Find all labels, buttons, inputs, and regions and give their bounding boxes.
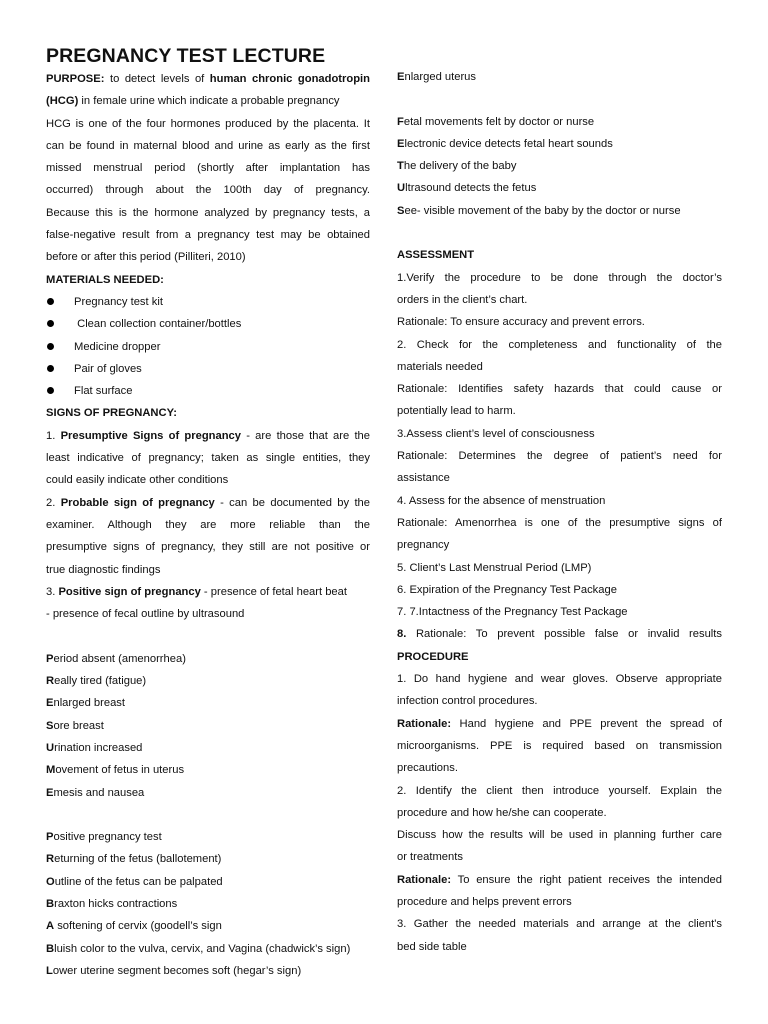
initial-letter: R xyxy=(46,853,55,866)
procedure-heading: PROCEDURE xyxy=(397,650,469,663)
initial-letter: P xyxy=(46,831,54,844)
list-item xyxy=(46,737,370,759)
list-item xyxy=(46,960,370,982)
procedure-line: 3. Gather the needed materials and arrange at the client's xyxy=(397,918,722,931)
item-number: 8. xyxy=(397,628,407,641)
initial-letter: B xyxy=(46,897,55,910)
assessment-rationale: assistance xyxy=(397,472,450,485)
initial-letter: M xyxy=(46,764,56,777)
sign-title: Presumptive Signs of pregnancy xyxy=(60,429,241,442)
assessment-rationale: Rationale: Identifies safety hazards that could cause or xyxy=(397,383,722,396)
initial-letter: P xyxy=(46,652,54,665)
sign-line: least indicative of pregnancy; taken as single entities, they xyxy=(46,452,370,465)
item-text: ltrasound detects the fetus xyxy=(405,182,537,195)
procedure-rationale xyxy=(397,869,722,891)
item-text: softening of cervix (goodell’s sign xyxy=(54,920,222,933)
list-item xyxy=(397,66,722,88)
list-item xyxy=(397,133,722,155)
list-item xyxy=(397,155,722,177)
sign-text: - are those that are the xyxy=(241,429,370,442)
spacer xyxy=(46,625,370,647)
rationale-text: To ensure the right patient receives the intended xyxy=(451,873,722,886)
assessment-line xyxy=(397,623,722,645)
item-text: ee- visible movement of the baby by the doctor or nurse xyxy=(404,204,681,217)
item-text: ositive pregnancy test xyxy=(53,831,162,844)
procedure-rationale: microorganisms. PPE is required based on transmission xyxy=(397,739,722,752)
procedure-rationale xyxy=(397,713,722,735)
initial-letter: B xyxy=(46,942,55,955)
procedure-line: infection control procedures. xyxy=(397,695,538,708)
list-item xyxy=(46,782,370,804)
spacer xyxy=(397,88,722,110)
materials-heading: MATERIALS NEEDED: xyxy=(46,273,164,286)
item-text: eriod absent (amenorrhea) xyxy=(53,652,186,665)
assessment-line: 2. Check for the completeness and functionality of the xyxy=(397,338,722,351)
purpose-line: missed menstrual period (shortly after implantation has xyxy=(46,162,370,175)
procedure-line: 1. Do hand hygiene and wear gloves. Observe appropriate xyxy=(397,673,722,686)
bullet-icon xyxy=(47,343,54,350)
list-item xyxy=(46,848,370,870)
spacer xyxy=(397,222,722,244)
list-item xyxy=(46,648,370,670)
purpose-line: occurred) through about the 100th day of pregnancy. xyxy=(46,184,370,197)
initial-letter: E xyxy=(397,137,405,150)
assessment-section xyxy=(397,267,722,646)
procedure-line: or treatments xyxy=(397,851,463,864)
initial-letter: U xyxy=(46,741,55,754)
assessment-line: materials needed xyxy=(397,360,483,373)
list-item xyxy=(46,893,370,915)
assessment-rationale: potentially lead to harm. xyxy=(397,405,516,418)
bullet-icon xyxy=(47,387,54,394)
assessment-heading: ASSESSMENT xyxy=(397,249,475,262)
list-item xyxy=(46,670,370,692)
purpose-hcg: (HCG) xyxy=(46,95,79,108)
sign-number: 3. xyxy=(46,585,59,598)
initial-letter: E xyxy=(46,697,54,710)
initial-letter: L xyxy=(46,964,53,977)
list-item xyxy=(46,715,370,737)
spacer xyxy=(46,804,370,826)
item-text: Rationale: To prevent possible false or invalid results xyxy=(406,628,722,641)
purpose-line-last: before or after this period (Pilliteri, 2010) xyxy=(46,251,246,264)
list-item xyxy=(46,380,370,402)
item-text: he delivery of the baby xyxy=(403,160,517,173)
sign-positive xyxy=(46,581,370,626)
list-item xyxy=(46,358,370,380)
item-text: raxton hicks contractions xyxy=(54,897,178,910)
item-text: ower uterine segment becomes soft (hegar’s sign) xyxy=(52,964,302,977)
purpose-section xyxy=(46,68,370,269)
item-text: etal movements felt by doctor or nurse xyxy=(403,115,595,128)
material-label: Clean collection container/bottles xyxy=(74,318,242,331)
bullet-icon xyxy=(47,365,54,372)
initial-letter: S xyxy=(397,204,405,217)
sign-probable xyxy=(46,492,370,581)
list-item xyxy=(46,871,370,893)
item-text: ovement of fetus in uterus xyxy=(55,764,185,777)
sign-line: could easily indicate other conditions xyxy=(46,474,229,487)
material-label: Medicine dropper xyxy=(74,340,161,353)
material-label: Pair of gloves xyxy=(74,362,142,375)
item-text: nlarged uterus xyxy=(404,71,476,83)
item-text: eally tired (fatigue) xyxy=(54,675,147,688)
procedure-line: procedure and how he/she can cooperate. xyxy=(397,806,607,819)
presumptive-mnemonic-list xyxy=(46,648,370,804)
procedure-line: Discuss how the results will be used in planning further care xyxy=(397,829,722,842)
rationale-text: Hand hygiene and PPE prevent the spread of xyxy=(451,717,722,730)
probable-mnemonic-list xyxy=(46,826,370,982)
item-text: lectronic device detects fetal heart sounds xyxy=(404,137,613,150)
list-item xyxy=(46,826,370,848)
sign-text: - presence of fetal heart beat xyxy=(200,585,347,598)
material-label: Flat surface xyxy=(74,385,133,398)
list-item xyxy=(46,915,370,937)
list-item xyxy=(46,692,370,714)
signs-heading: SIGNS OF PREGNANCY: xyxy=(46,407,177,420)
list-item xyxy=(397,200,722,222)
sign-line xyxy=(46,581,370,603)
sign-line: true diagnostic findings xyxy=(46,563,161,576)
assessment-line: 7. 7.Intactness of the Pregnancy Test Package xyxy=(397,606,628,619)
purpose-line: HCG is one of the four hormones produced by the placenta. It xyxy=(46,117,370,130)
item-text: nlarged breast xyxy=(53,697,125,710)
initial-letter: E xyxy=(397,71,405,83)
initial-letter: F xyxy=(397,115,404,128)
procedure-line: 2. Identify the client then introduce yourself. Explain the xyxy=(397,784,722,797)
list-item xyxy=(46,938,370,960)
sign-text: - can be documented by the xyxy=(214,496,370,509)
item-text: luish color to the vulva, cervix, and Vagina (chadwick’s sign) xyxy=(54,942,351,955)
initial-letter: E xyxy=(46,786,54,799)
assessment-line: 3.Assess client’s level of consciousness xyxy=(397,427,595,440)
bullet-icon xyxy=(47,320,54,327)
document-title: PREGNANCY TEST LECTURE xyxy=(46,45,326,67)
item-text: utline of the fetus can be palpated xyxy=(54,875,223,888)
list-item xyxy=(46,313,370,335)
purpose-label: PURPOSE: xyxy=(46,73,105,85)
list-item xyxy=(46,759,370,781)
initial-letter: R xyxy=(46,675,55,688)
sign-line xyxy=(46,425,370,447)
procedure-rationale: precautions. xyxy=(397,762,458,775)
assessment-rationale: Rationale: To ensure accuracy and prevent errors. xyxy=(397,316,645,329)
sign-line: - presence of fecal outline by ultrasound xyxy=(46,608,245,621)
purpose-line: Because this is the hormone analyzed by pregnancy tests, a xyxy=(46,206,370,219)
sign-title: Probable sign of pregnancy xyxy=(60,496,215,509)
sign-title: Positive sign of pregnancy xyxy=(58,585,201,598)
material-label: Pregnancy test kit xyxy=(74,295,163,308)
assessment-line: 1.Verify the procedure to be done through the doctor’s xyxy=(397,271,722,284)
initial-letter: S xyxy=(46,719,54,732)
sign-line: presumptive signs of pregnancy, they still are not positive or xyxy=(46,541,370,554)
bullet-icon xyxy=(47,298,54,305)
positive-mnemonic-list xyxy=(397,111,722,222)
initial-letter: A xyxy=(46,920,55,933)
item-text: rination increased xyxy=(54,741,143,754)
assessment-line: 5. Client’s Last Menstrual Period (LMP) xyxy=(397,561,592,574)
purpose-text: to detect levels of xyxy=(104,73,210,85)
purpose-text-2: in female urine which indicate a probable pregnancy xyxy=(78,95,340,108)
purpose-line: can be found in maternal blood and urine as early as the first xyxy=(46,139,370,152)
initial-letter: U xyxy=(397,182,406,195)
purpose-hormone: human chronic gonadotropin xyxy=(209,73,370,85)
procedure-section xyxy=(397,668,722,958)
sign-presumptive xyxy=(46,425,370,492)
item-text: mesis and nausea xyxy=(53,786,145,799)
list-item xyxy=(46,291,370,313)
procedure-rationale: procedure and helps prevent errors xyxy=(397,895,572,908)
assessment-rationale: Rationale: Determines the degree of patient’s need for xyxy=(397,450,722,463)
item-text: eturning of the fetus (ballotement) xyxy=(54,853,222,866)
procedure-line: bed side table xyxy=(397,940,467,953)
rationale-label: Rationale: xyxy=(397,873,452,886)
materials-list xyxy=(46,291,370,402)
item-text: ore breast xyxy=(53,719,104,732)
list-item xyxy=(46,336,370,358)
purpose-line: false-negative result from a pregnancy test may be obtained xyxy=(46,229,370,242)
purpose-line-1 xyxy=(46,68,370,90)
list-item xyxy=(397,177,722,199)
list-item xyxy=(397,111,722,133)
initial-letter: T xyxy=(397,160,404,173)
right-column xyxy=(397,66,722,958)
assessment-line: 4. Assess for the absence of menstruation xyxy=(397,494,606,507)
initial-letter: O xyxy=(46,875,55,888)
assessment-line: 6. Expiration of the Pregnancy Test Package xyxy=(397,583,617,596)
rationale-label: Rationale: xyxy=(397,717,452,730)
assessment-rationale: Rationale: Amenorrhea is one of the presumptive signs of xyxy=(397,516,722,529)
sign-line: examiner. Although they are more reliable than the xyxy=(46,518,370,531)
left-column xyxy=(46,44,370,982)
sign-number: 2. xyxy=(46,496,61,509)
sign-number: 1. xyxy=(46,429,61,442)
sign-line xyxy=(46,492,370,514)
assessment-line: orders in the client’s chart. xyxy=(397,293,528,306)
assessment-rationale: pregnancy xyxy=(397,539,450,552)
purpose-line-2 xyxy=(46,90,370,112)
